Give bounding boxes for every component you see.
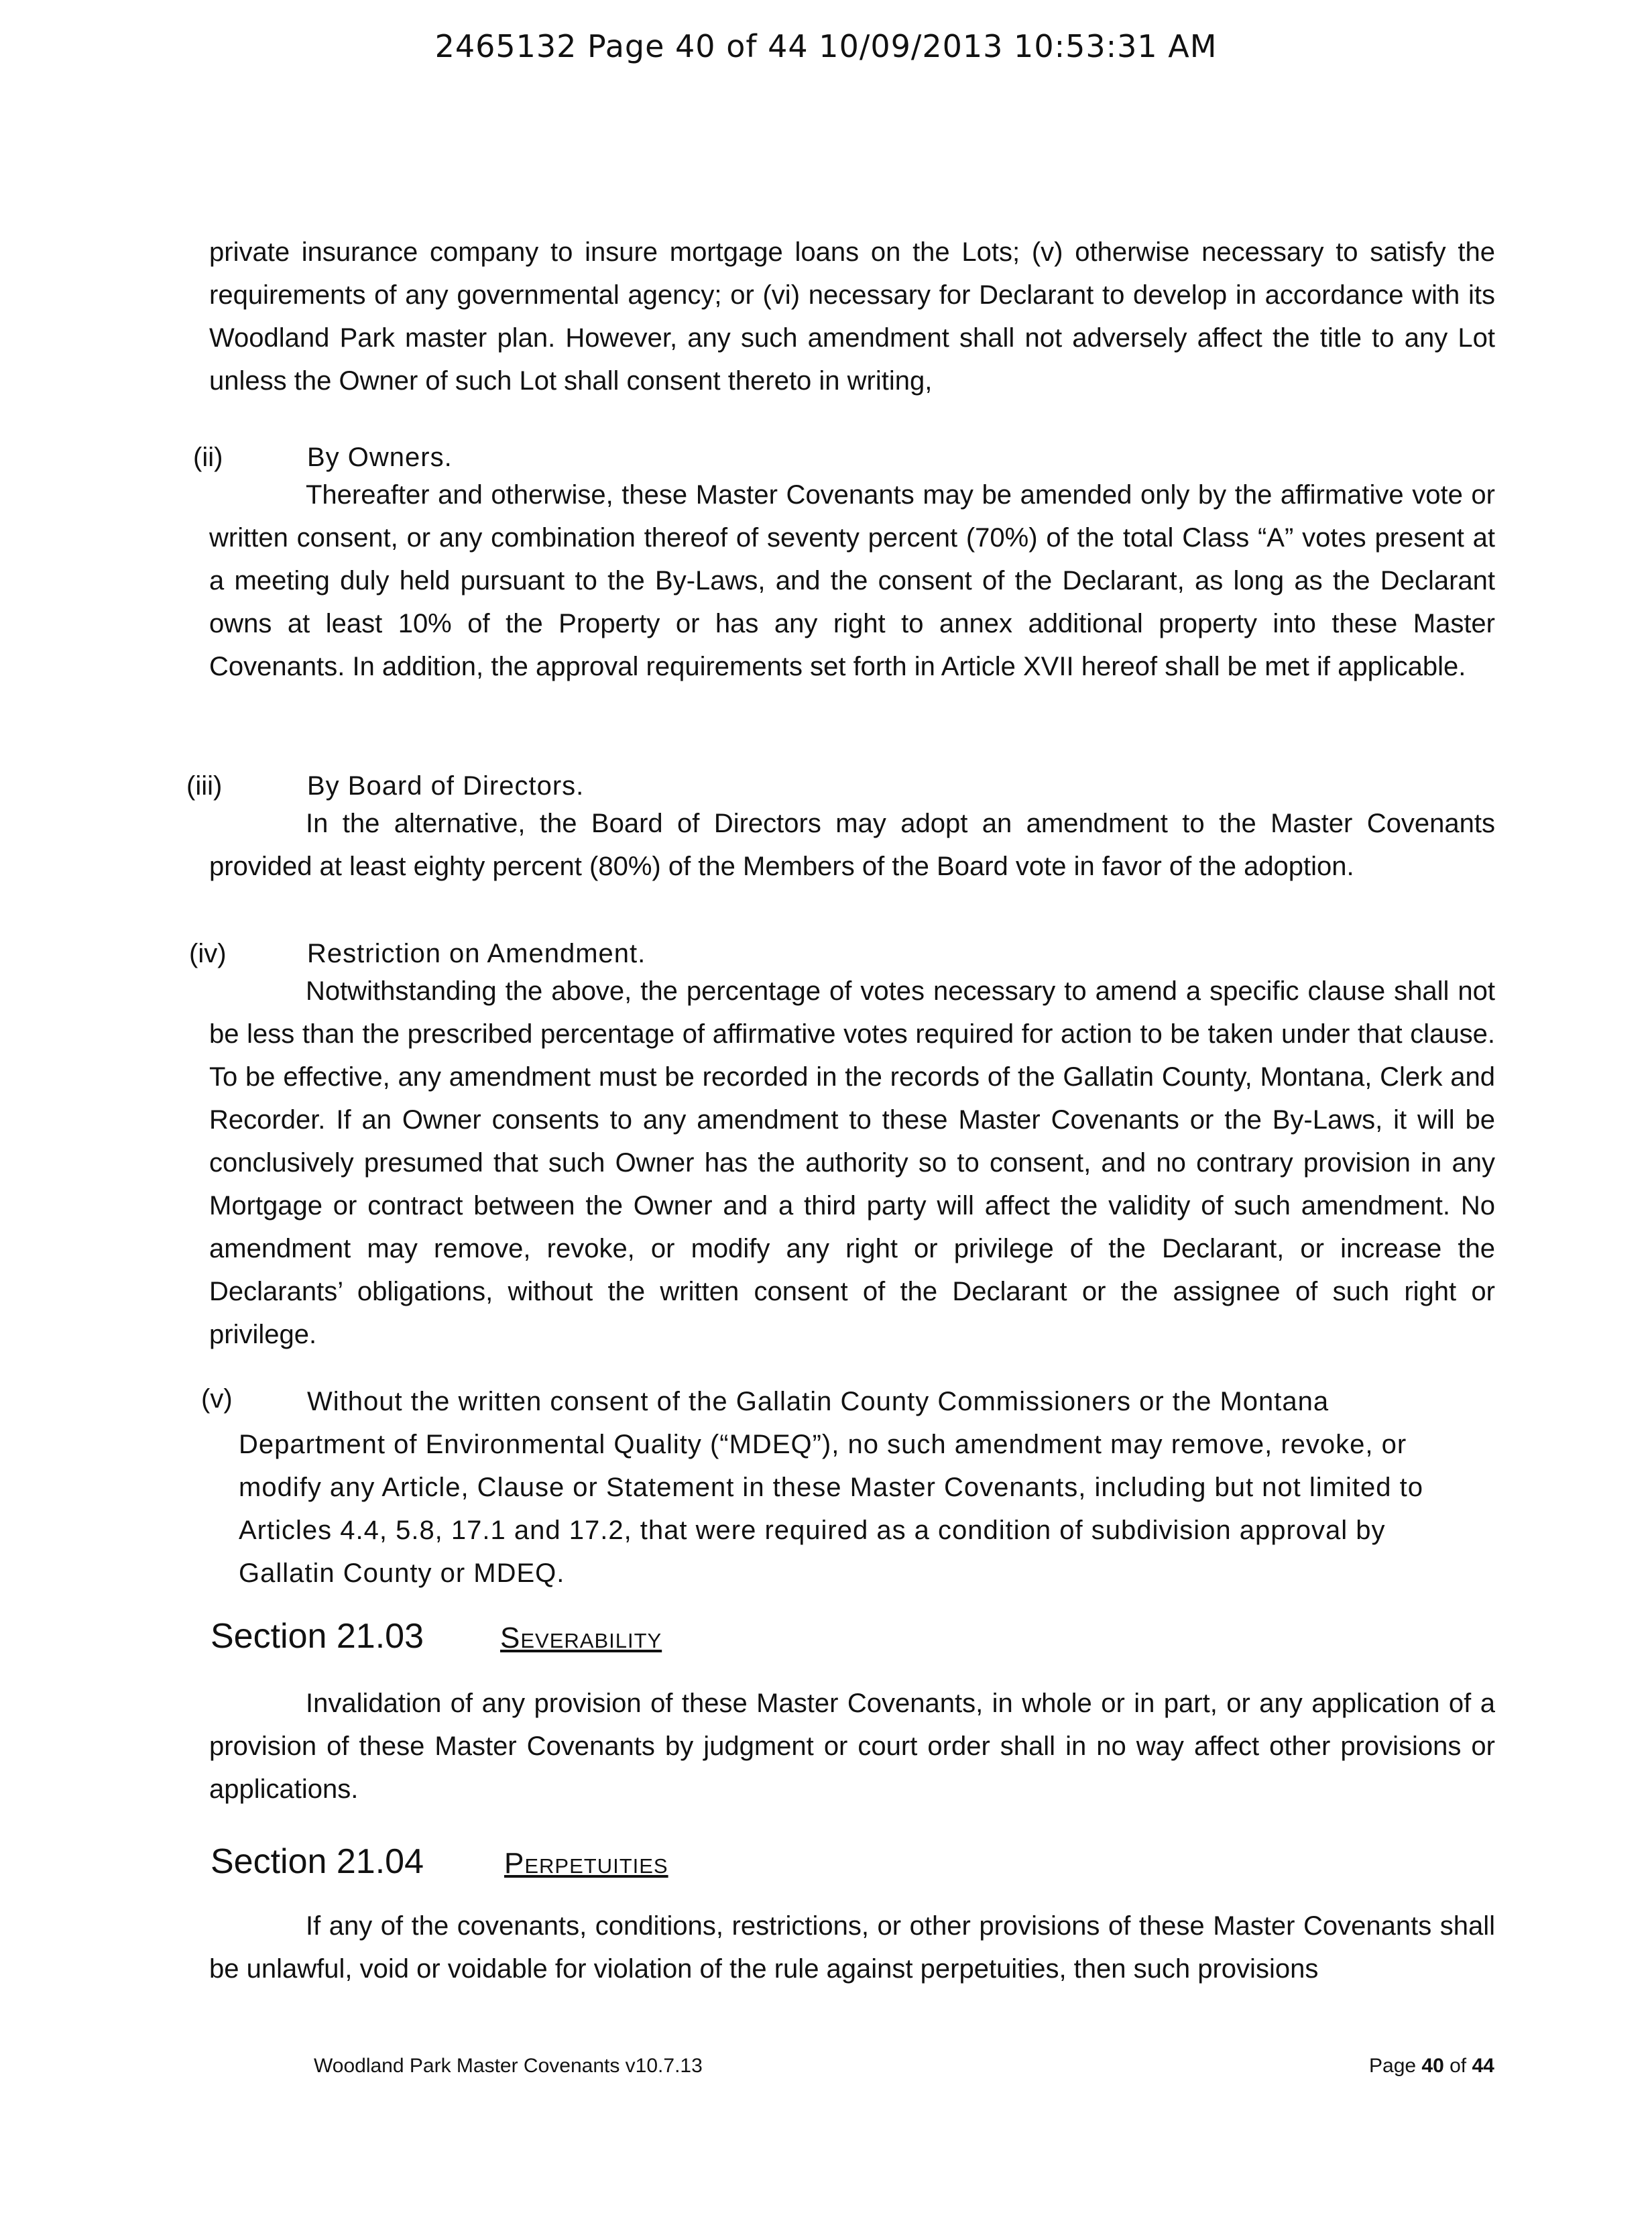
item-text-mdeq: Without the written consent of the Gallatin County Commissioners or the Montana Department of Environmental Quality (“MDEQ”), no such amendment may remove, revoke, or modify any Article, Clause or Statement in these Master Covenants, including but not limited to Articles 4.4, 5.8, 17.1 and 17.2, that were required as a condition of subdivision approval by Gallatin County or MDEQ. (239, 1387, 1423, 1588)
footer-document-name: Woodland Park Master Covenants v10.7.13 (314, 2055, 703, 2077)
recording-header: 2465132 Page 40 of 44 10/09/2013 10:53:31 AM (434, 28, 1218, 64)
footer-page-of: of (1443, 2055, 1472, 2077)
section-21-04-title: Perpetuities (504, 1847, 668, 1880)
item-label-restriction: Restriction on Amendment. (307, 939, 646, 968)
footer-page-number (1369, 2055, 1494, 2078)
item-label-by-board: By Board of Directors. (307, 771, 585, 801)
item-text-by-board: In the alternative, the Board of Directors may adopt an amendment to the Master Covenants provided at least eighty percent (80%) of the Members of the Board vote in favor of the adoption. (209, 809, 1495, 881)
intro-paragraph: private insurance company to insure mortgage loans on the Lots; (v) otherwise necessary to satisfy the requirements of any governmental agency; or (vi) necessary for Declarant to develop in accordance with its Woodland Park master plan. However, any such amendment shall not adversely affect the title to any Lot unless the Owner of such Lot shall consent thereto in writing, (209, 237, 1495, 396)
item-text-restriction: Notwithstanding the above, the percentage of votes necessary to amend a specific clause shall not be less than the prescribed percentage of affirmative votes required for action to be taken under that clause. To be effective, any amendment must be recorded in the records of the Gallatin County, Montana, Clerk and Recorder. If an Owner consents to any amendment to these Master Covenants or the By-Laws, it will be conclusively presumed that such Owner has the authority so to consent, and no contrary provision in any Mortgage or contract between the Owner and a third party will affect the validity of such amendment. No amendment may remove, revoke, or modify any right or privilege of the Declarant, or increase the Declarants’ obligations, without the written consent of the Declarant or the assignee of such right or privilege. (209, 976, 1495, 1349)
item-number-iii: (iii) (186, 771, 223, 801)
section-21-03-title: Severability (500, 1622, 662, 1654)
section-21-04-text: If any of the covenants, conditions, restrictions, or other provisions of these Master Covenants shall be unlawful, void or voidable for violation of the rule against perpetuities, then such provisions (209, 1911, 1495, 1984)
section-21-03-text: Invalidation of any provision of these Master Covenants, in whole or in part, or any application of a provision of these Master Covenants by judgment or court order shall in no way affect other provisions or applications. (209, 1689, 1495, 1804)
section-21-03-number: Section 21.03 (211, 1617, 424, 1656)
item-number-v: (v) (201, 1384, 233, 1414)
item-number-ii: (ii) (193, 443, 223, 472)
item-number-iv: (iv) (189, 939, 227, 968)
item-text-by-owners: Thereafter and otherwise, these Master Covenants may be amended only by the affirmative vote or written consent, or any combination thereof of seventy percent (70%) of the total Class “A” votes present at a meeting duly held pursuant to the By-Laws, and the consent of the Declarant, as long as the Declarant owns at least 10% of the Property or has any right to annex additional property into these Master Covenants. In addition, the approval requirements set forth in Article XVII hereof shall be met if applicable. (209, 480, 1495, 681)
footer-page-prefix: Page (1369, 2055, 1422, 2077)
footer-page-current: 40 (1421, 2055, 1444, 2077)
section-21-04-number: Section 21.04 (211, 1842, 424, 1881)
item-label-by-owners: By Owners. (307, 443, 453, 472)
footer-page-total: 44 (1472, 2055, 1494, 2077)
